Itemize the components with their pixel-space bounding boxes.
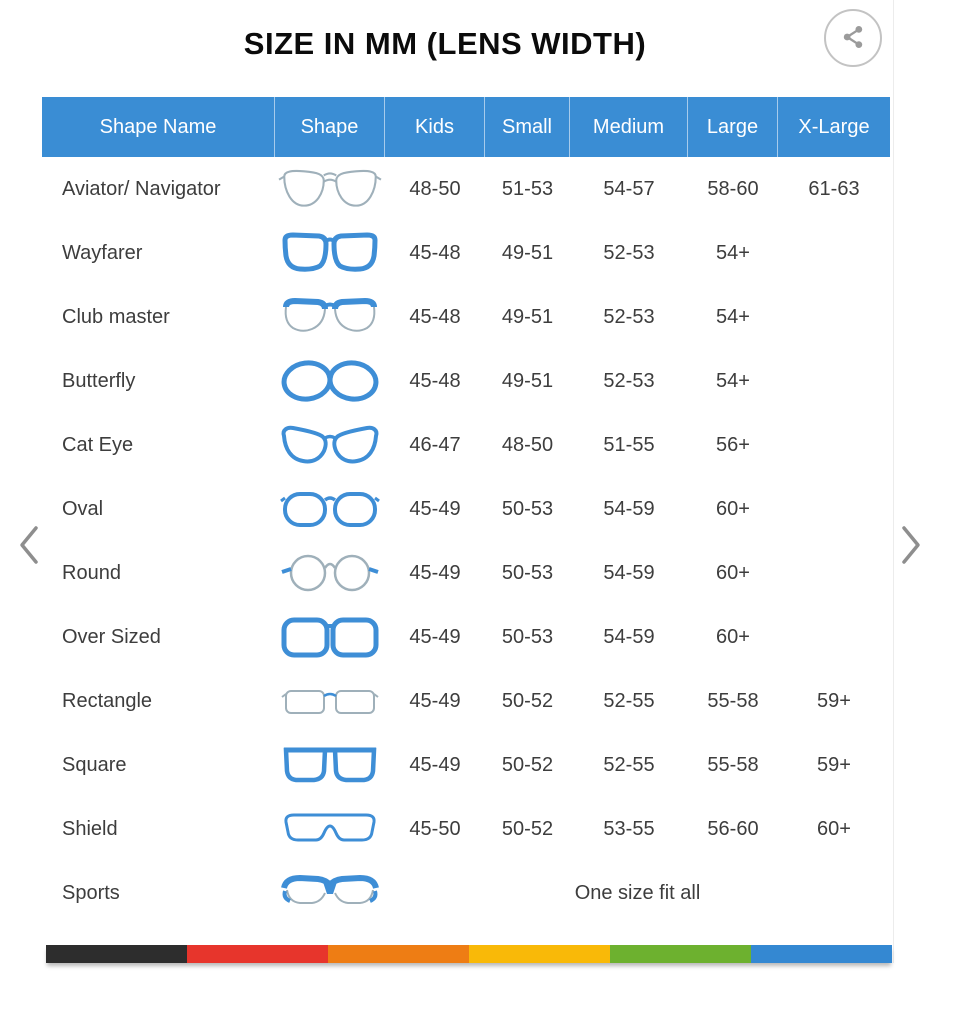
size-large: 54+ bbox=[716, 241, 750, 264]
shape-cell bbox=[275, 421, 385, 469]
one-size-note: One size fit all bbox=[574, 881, 701, 904]
shield-glasses-icon bbox=[280, 807, 380, 851]
table-row bbox=[42, 413, 890, 477]
col-header-shape: Shape bbox=[275, 97, 385, 157]
size-small: 50-53 bbox=[501, 497, 554, 520]
table-row bbox=[42, 605, 890, 669]
size-medium: 53-55 bbox=[603, 817, 655, 840]
size-kids: 46-47 bbox=[409, 433, 461, 456]
size-large: 58-60 bbox=[707, 177, 759, 200]
size-large: 54+ bbox=[716, 305, 750, 328]
round-glasses-icon bbox=[280, 549, 380, 597]
col-header-shape-name: Shape Name bbox=[42, 97, 275, 157]
oversized-glasses-icon bbox=[280, 612, 380, 662]
size-kids: 45-49 bbox=[409, 689, 461, 712]
size-small: 48-50 bbox=[501, 433, 554, 456]
carousel-next-button[interactable] bbox=[898, 523, 924, 570]
size-small: 50-53 bbox=[501, 625, 554, 648]
size-kids: 45-50 bbox=[409, 817, 461, 840]
shape-name: Rectangle bbox=[62, 689, 153, 712]
aviator-glasses-icon bbox=[278, 166, 382, 212]
table-row bbox=[42, 477, 890, 541]
shape-cell bbox=[275, 612, 385, 662]
size-kids: 48-50 bbox=[409, 177, 461, 200]
shape-name: Club master bbox=[62, 305, 170, 328]
shape-name: Butterfly bbox=[62, 369, 136, 392]
size-large: 60+ bbox=[716, 497, 750, 520]
size-large: 55-58 bbox=[707, 689, 759, 712]
size-kids: 45-48 bbox=[409, 241, 461, 264]
size-medium: 54-59 bbox=[603, 625, 655, 648]
share-button[interactable] bbox=[824, 9, 882, 67]
shape-name: Wayfarer bbox=[62, 241, 143, 264]
shape-name: Shield bbox=[62, 817, 118, 840]
table-row bbox=[42, 733, 890, 797]
rectangle-glasses-icon bbox=[280, 679, 380, 723]
brand-color-stripe bbox=[46, 945, 892, 963]
shape-name: Oval bbox=[62, 497, 104, 520]
table-row bbox=[42, 349, 890, 413]
col-header-xlarge: X-Large bbox=[798, 115, 870, 138]
size-xlarge: 59+ bbox=[817, 689, 851, 712]
chevron-left-icon bbox=[16, 555, 42, 570]
col-header-small: Small bbox=[485, 97, 570, 157]
table-row bbox=[42, 285, 890, 349]
size-medium: 54-59 bbox=[603, 561, 655, 584]
size-kids: 45-48 bbox=[409, 305, 461, 328]
chevron-right-icon bbox=[898, 555, 924, 570]
shape-cell bbox=[275, 356, 385, 406]
size-small: 50-52 bbox=[501, 689, 554, 712]
size-medium: 52-55 bbox=[603, 753, 655, 776]
size-medium: 52-55 bbox=[603, 689, 655, 712]
table-row bbox=[42, 861, 890, 925]
shape-cell bbox=[275, 869, 385, 917]
col-header-medium: Medium bbox=[570, 97, 688, 157]
size-kids: 45-49 bbox=[409, 497, 461, 520]
size-large: 54+ bbox=[716, 369, 750, 392]
shape-name: Cat Eye bbox=[62, 433, 134, 456]
shape-name: Over Sized bbox=[62, 625, 161, 648]
table-row bbox=[42, 157, 890, 221]
sports-glasses-icon bbox=[280, 869, 380, 917]
stripe-segment-yellow bbox=[469, 945, 610, 963]
stripe-segment-blue bbox=[751, 945, 892, 963]
size-small: 50-52 bbox=[501, 817, 554, 840]
size-medium: 54-57 bbox=[603, 177, 655, 200]
size-small: 51-53 bbox=[501, 177, 554, 200]
square-glasses-icon bbox=[280, 741, 380, 789]
size-large: 60+ bbox=[716, 625, 750, 648]
butterfly-glasses-icon bbox=[280, 356, 380, 406]
cateye-glasses-icon bbox=[280, 421, 380, 469]
shape-name: Sports bbox=[62, 881, 120, 904]
table-header-row bbox=[42, 97, 890, 157]
size-table bbox=[42, 97, 890, 925]
col-header-kids: Kids bbox=[385, 97, 485, 157]
shape-cell bbox=[275, 294, 385, 340]
size-large: 56-60 bbox=[707, 817, 759, 840]
stripe-segment-green bbox=[610, 945, 751, 963]
shape-cell bbox=[275, 230, 385, 276]
size-large: 60+ bbox=[716, 561, 750, 584]
shape-cell bbox=[275, 549, 385, 597]
carousel-prev-button[interactable] bbox=[16, 523, 42, 570]
page-title: SIZE IN MM (LENS WIDTH) bbox=[243, 26, 647, 61]
table-row bbox=[42, 669, 890, 733]
shape-name: Aviator/ Navigator bbox=[62, 177, 221, 200]
size-large: 56+ bbox=[716, 433, 750, 456]
shape-name: Square bbox=[62, 753, 127, 776]
table-row bbox=[42, 221, 890, 285]
size-xlarge: 59+ bbox=[817, 753, 851, 776]
shape-cell bbox=[275, 679, 385, 723]
size-kids: 45-49 bbox=[409, 753, 461, 776]
share-icon bbox=[839, 24, 867, 53]
size-kids: 45-49 bbox=[409, 561, 461, 584]
size-small: 49-51 bbox=[501, 369, 554, 392]
wayfarer-glasses-icon bbox=[280, 230, 380, 276]
table-row bbox=[42, 541, 890, 605]
clubmaster-glasses-icon bbox=[280, 294, 380, 340]
size-small: 49-51 bbox=[501, 241, 554, 264]
size-kids: 45-48 bbox=[409, 369, 461, 392]
size-medium: 51-55 bbox=[603, 433, 655, 456]
size-medium: 52-53 bbox=[603, 369, 655, 392]
size-small: 50-53 bbox=[501, 561, 554, 584]
size-small: 49-51 bbox=[501, 305, 554, 328]
card-edge-divider bbox=[893, 0, 894, 963]
size-medium: 52-53 bbox=[603, 305, 655, 328]
size-large: 55-58 bbox=[707, 753, 759, 776]
table-row bbox=[42, 797, 890, 861]
size-kids: 45-49 bbox=[409, 625, 461, 648]
stripe-segment-orange bbox=[328, 945, 469, 963]
size-xlarge: 61-63 bbox=[808, 177, 860, 200]
col-header-large: Large bbox=[688, 97, 778, 157]
shape-cell bbox=[275, 486, 385, 532]
shape-cell bbox=[275, 741, 385, 789]
shape-cell bbox=[275, 166, 385, 212]
stripe-segment-black bbox=[46, 945, 187, 963]
shape-name: Round bbox=[62, 561, 121, 584]
stripe-segment-red bbox=[187, 945, 328, 963]
size-medium: 54-59 bbox=[603, 497, 655, 520]
size-medium: 52-53 bbox=[603, 241, 655, 264]
oval-glasses-icon bbox=[280, 486, 380, 532]
shape-cell bbox=[275, 807, 385, 851]
size-small: 50-52 bbox=[501, 753, 554, 776]
size-xlarge: 60+ bbox=[817, 817, 851, 840]
